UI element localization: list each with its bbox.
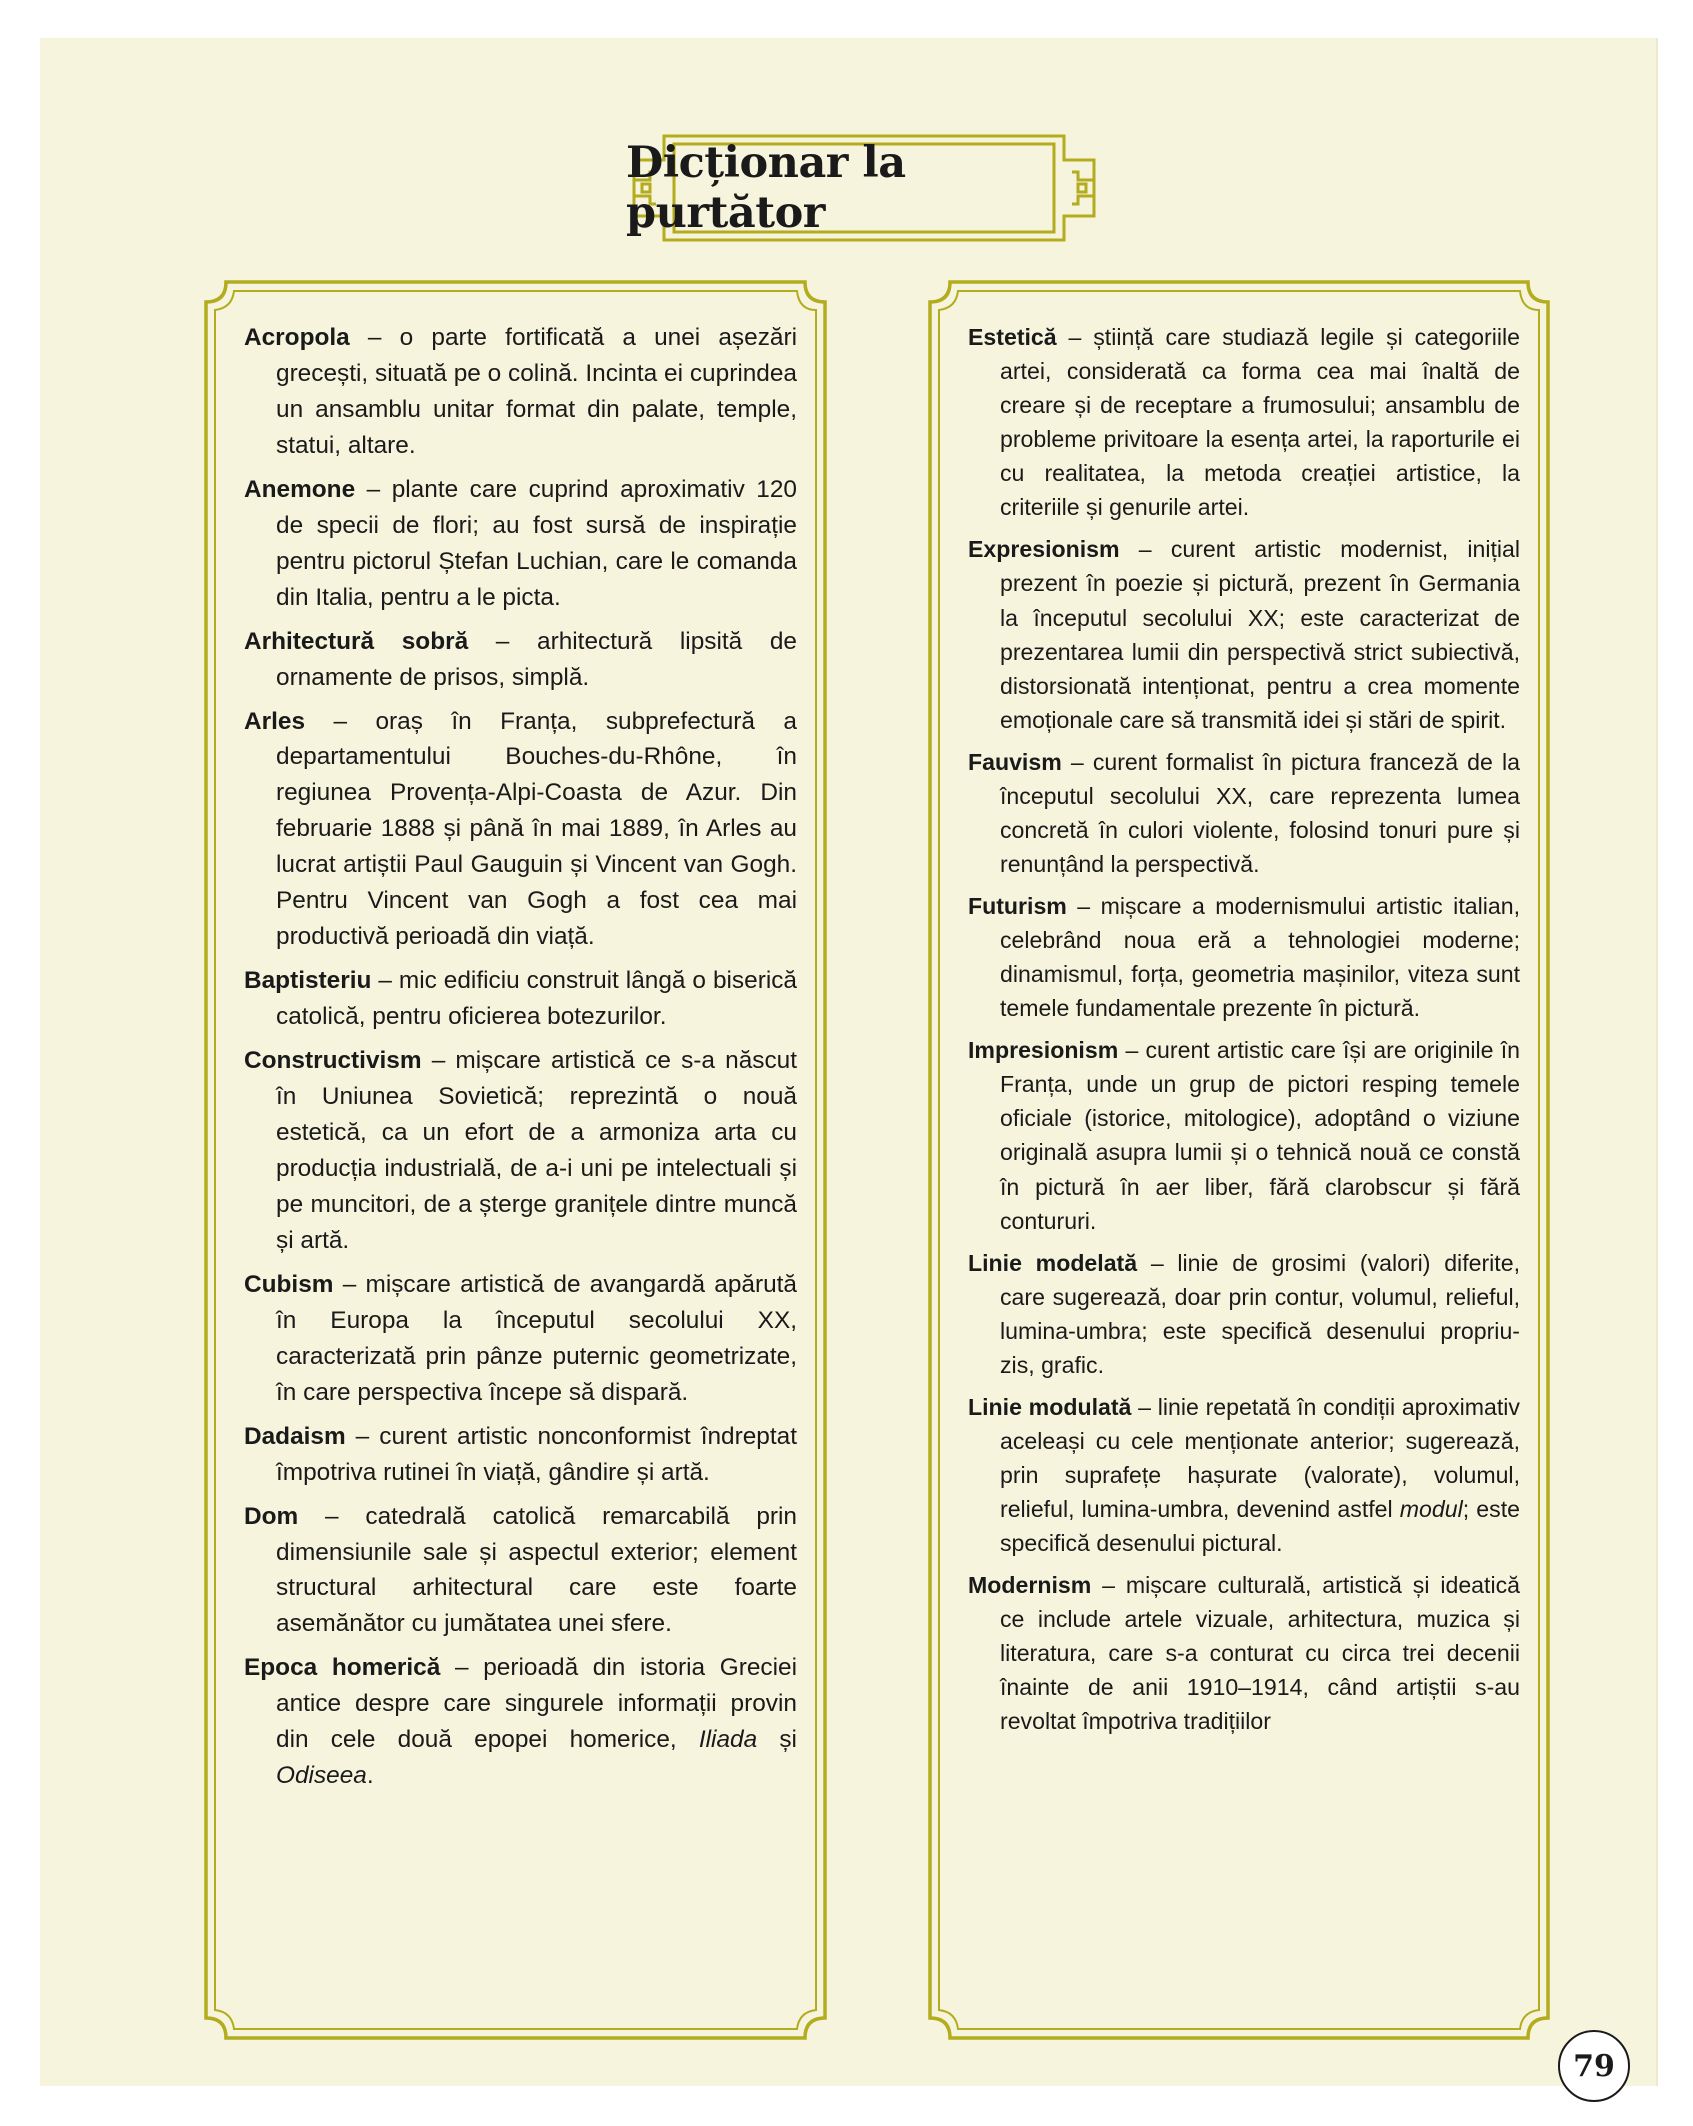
dictionary-column-left [202, 278, 829, 2042]
entry-definition-part: și [757, 1726, 797, 1754]
entry-definition: – perioadă din istoria Greciei antice despre care singurele informații provin din cele două epopei homerice, [276, 1654, 797, 1754]
entry-term: Fauvism [968, 748, 1062, 775]
entry-definition: – linie de grosimi (valori) diferite, care sugerează, doar prin contur, volumul, relieful, lumina-umbra; este specifică desenului propriu-zis, grafic. [1000, 1249, 1520, 1378]
dictionary-entry [968, 1568, 1520, 1738]
entry-definition: – curent artistic modernist, inițial prezent în poezie și pictură, prezent în Germania la începutul secolului XX; este caracterizat de prezentarea lumii din perspectivă strict subiectivă, distorsionată intenționat, pentru a crea momente emoționale care să transmită idei și stări de spirit. [1000, 536, 1520, 733]
dictionary-entry [244, 472, 797, 616]
dictionary-entry [968, 1033, 1520, 1237]
entries-right [968, 320, 1520, 2002]
entry-definition: – o parte fortificată a unei așezări grecești, situată pe o colină. Incinta ei cuprindea un ansamblu unitar format din palate, temple, statui, altare. [276, 324, 797, 459]
dictionary-entry [968, 320, 1520, 524]
entry-italic-title: Odiseea [276, 1762, 367, 1790]
page-number: 79 [1558, 2030, 1630, 2102]
dictionary-entry [968, 532, 1520, 736]
entry-term: Anemone [244, 475, 356, 503]
entry-term: Baptisteriu [244, 967, 372, 995]
entry-definition: – mișcare artistică de avangardă apărută în Europa la începutul secolului XX, caracterizată prin pânze puternic geometrizate, în care perspectiva începe să dispară. [276, 1270, 797, 1406]
entry-definition: – oraș în Franța, subprefectură a departamentului Bouches-du-Rhône, în regiunea Provența-Alpi-Coasta de Azur. Din februarie 1888 și până în mai 1889, în Arles au lucrat artiștii Paul Gauguin și Vincent van Gogh. Pentru Vincent van Gogh a fost cea mai productivă perioadă din viață. [276, 707, 797, 951]
entry-term: Constructivism [244, 1047, 422, 1075]
entry-term: Futurism [968, 893, 1067, 919]
entry-definition-part: ; este specifică desenului pictural. [1000, 1496, 1520, 1557]
entry-definition: – mic edificiu construit lângă o biserică catolică, pentru oficierea botezurilor. [276, 967, 797, 1031]
dictionary-entry [244, 624, 797, 696]
entry-definition-part: . [366, 1762, 374, 1790]
entry-term: Impresionism [968, 1037, 1119, 1064]
entry-term: Acropola [244, 324, 350, 351]
entry-term: Dadaism [244, 1422, 346, 1450]
entry-term: Epoca homerică [244, 1654, 441, 1682]
entry-term: Arhitectură sobră [244, 627, 469, 655]
dictionary-entry [244, 320, 797, 464]
entry-definition: – mișcare artistică ce s-a născut în Uniunea Sovietică; reprezintă o nouă estetică, ca un efort de a armoniza arta cu producția industrială, de a-i uni pe intelectuali și pe muncitori, de a șterge granițele dintre muncă și artă. [276, 1047, 797, 1254]
title-banner [626, 130, 1102, 246]
dictionary-entry [244, 1043, 797, 1259]
entry-definition: – mișcare culturală, artistică și ideatică ce include artele vizuale, arhitectura, muzica și literatura, care s-a conturat cu circa trei decenii înainte de anii 1910–1914, când artiștii s-au revoltat împotriva tradițiilor [1000, 1572, 1520, 1735]
entry-italic-title: modul [1399, 1496, 1463, 1523]
dictionary-entry [968, 1390, 1520, 1560]
entry-definition: – plante care cuprind aproximativ 120 de specii de flori; au fost sursă de inspirație pentru pictorul Ștefan Luchian, care le comanda din Italia, pentru a le picta. [276, 475, 797, 611]
entry-definition: – arhitectură lipsită de ornamente de prisos, simplă. [276, 627, 797, 691]
entry-term: Estetică [968, 324, 1057, 350]
entry-term: Expresionism [968, 536, 1120, 563]
dictionary-entry [244, 1419, 797, 1491]
dictionary-entry [244, 1650, 797, 1794]
entry-definition: – curent artistic nonconformist îndreptat împotriva rutinei în viață, gândire și artă. [276, 1422, 797, 1486]
entry-term: Linie modelată [968, 1249, 1138, 1276]
entry-definition: – catedrală catolică remarcabilă prin dimensiunile sale și aspectul exterior; element structural arhitectural care este foarte asemănător cu jumătatea unei sfere. [276, 1502, 797, 1638]
entry-definition: – linie repetată în condiții aproximativ aceleași cu cele menționate anterior; sugerează, prin suprafețe hașurate (valorate), volumul, relieful, lumina-umbra, devenind astfel [1000, 1393, 1520, 1523]
dictionary-column-right [926, 278, 1552, 2042]
dictionary-entry [244, 1499, 797, 1643]
entry-italic-title: Iliada [698, 1726, 758, 1754]
dictionary-entry [244, 963, 797, 1035]
dictionary-entry [244, 704, 797, 956]
page-title: Dicționar la purtător [626, 138, 906, 238]
entry-term: Linie modulată [968, 1393, 1132, 1420]
entry-term: Cubism [244, 1270, 334, 1298]
entry-definition: – știință care studiază legile și categoriile artei, considerată ca forma cea mai înaltă de creare și de receptare a frumosului; ansamblu de probleme privitoare la esența artei, la raporturile ei cu realitatea, la metoda creației artistice, la criteriile și genurile artei. [1000, 324, 1520, 521]
page [40, 38, 1658, 2086]
entry-term: Modernism [968, 1572, 1092, 1599]
entry-definition: – curent formalist în pictura franceză de la începutul secolului XX, care reprezenta lumea concretă în culori violente, folosind tonuri pure și renunțând la perspectivă. [1000, 748, 1520, 877]
entry-definition: – mișcare a modernismului artistic italian, celebrând noua eră a tehnologiei moderne; dinamismul, forța, geometria mașinilor, viteza sunt temele fundamentale prezente în pictură. [1000, 893, 1520, 1022]
dictionary-entry [968, 889, 1520, 1025]
entries-left [244, 320, 797, 2002]
dictionary-entry [968, 1246, 1520, 1382]
entry-term: Arles [244, 707, 306, 735]
dictionary-entry [968, 745, 1520, 881]
entry-definition: – curent artistic care își are originile în Franța, unde un grup de pictori resping temele oficiale (istorice, mitologice), adoptând o viziune originală asupra lumii și o tehnică nouă ce constă în pictură în aer liber, fără clarobscur și fără contururi. [1000, 1037, 1520, 1234]
entry-term: Dom [244, 1502, 299, 1530]
dictionary-entry [244, 1267, 797, 1411]
